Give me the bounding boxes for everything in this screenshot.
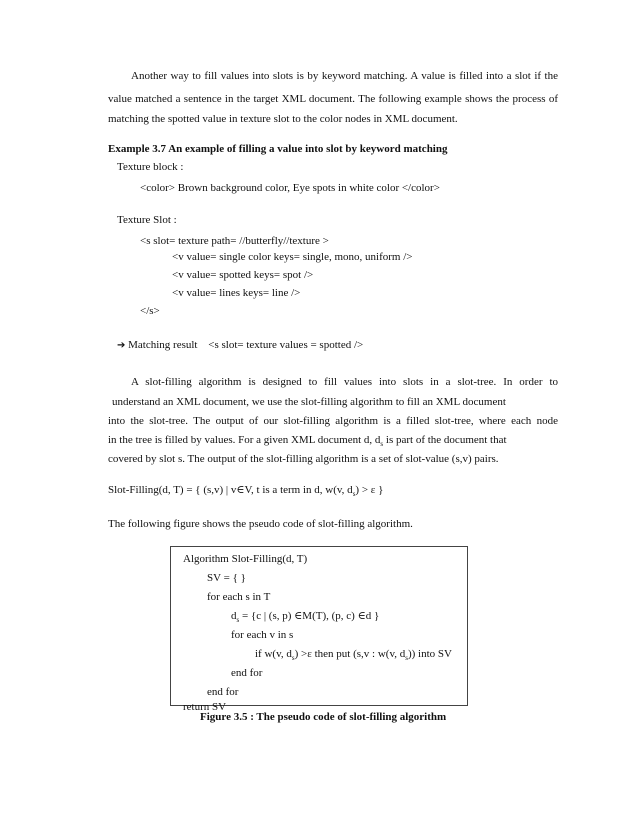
- pseudo-line-4-subscript: s: [236, 616, 240, 625]
- algo-line-4-subscript: s: [380, 440, 384, 449]
- matching-result-value: <s slot= texture values = spotted />: [208, 339, 364, 351]
- texture-block-line: <color> Brown background color, Eye spots in white color </color>: [140, 182, 440, 194]
- algo-line-4: [108, 433, 507, 451]
- pseudo-line-6-middle: ) >ε then put (s,v : w(v, d: [294, 648, 406, 660]
- pseudo-code-box: [170, 546, 468, 713]
- slot-close-tag: </s>: [140, 305, 160, 317]
- formula-subscript: s: [352, 490, 356, 499]
- algo-line-1: A slot-filling algorithm is designed to fill values into slots in a slot-tree. In order to: [131, 376, 558, 388]
- intro-line-1: Another way to fill values into slots is by keyword matching. A value is filled into a slot if the: [131, 70, 558, 82]
- texture-slot-label: Texture Slot :: [117, 214, 177, 226]
- figure-caption: Figure 3.5 : The pseudo code of slot-filling algorithm: [200, 711, 447, 723]
- example-title: Example 3.7 An example of filling a value into slot by keyword matching: [108, 143, 448, 155]
- matching-result-line: [117, 338, 363, 353]
- intro-line-3: matching the spotted value in texture slot to the color nodes in XML document.: [108, 113, 458, 125]
- pseudo-line-4-text: d: [231, 610, 237, 622]
- pseudo-line-8: end for: [207, 686, 239, 698]
- algo-line-4-rest: is part of the document that: [383, 434, 507, 446]
- pseudo-line-2: SV = { }: [207, 572, 246, 584]
- pseudo-line-4: [231, 609, 379, 627]
- pseudo-line-3: for each s in T: [207, 591, 271, 603]
- pseudo-line-6-rest: )) into SV: [407, 648, 452, 660]
- figure-intro: The following figure shows the pseudo code of slot-filling algorithm.: [108, 518, 413, 530]
- algo-line-3: into the slot-tree. The output of our slot-filling algorithm is a filled slot-tree, where each node: [108, 415, 558, 427]
- texture-block-label: Texture block :: [117, 161, 184, 173]
- pseudo-line-6-text: if w(v, d: [255, 648, 292, 660]
- formula-text: Slot-Filling(d, T) = { (s,v) | v∈V, t is a term in d, w(v, d: [108, 484, 353, 496]
- algo-line-2: understand an XML document, we use the slot-filling algorithm to fill an XML document: [112, 396, 506, 408]
- slot-open-tag: <s slot= texture path= //butterfly//texture >: [140, 235, 329, 247]
- pseudo-line-1: Algorithm Slot-Filling(d, T): [183, 553, 308, 565]
- pseudo-line-4-rest: = {c | (s, p) ∈M(T), (p, c) ∈d }: [239, 610, 380, 622]
- pseudo-line-9: return SV: [183, 701, 227, 713]
- formula-rest: ) > ε }: [355, 484, 384, 496]
- intro-line-2: value matched a sentence in the target XML document. The following example shows the process of: [108, 93, 558, 105]
- matching-result-label: Matching result: [128, 339, 198, 351]
- slot-value-1: <v value= single color keys= single, mono, uniform />: [172, 251, 413, 263]
- algo-line-5: covered by slot s. The output of the slot-filling algorithm is a set of slot-value (s,v) pairs.: [108, 453, 499, 465]
- pseudo-line-6-subscript-1: s: [291, 654, 295, 663]
- pseudo-line-6: [255, 647, 452, 665]
- algo-line-4-text: in the tree is filled by values. For a given XML document d, d: [108, 434, 381, 446]
- pseudo-line-5: for each v in s: [231, 629, 294, 641]
- slot-filling-formula: [108, 483, 383, 501]
- slot-value-3: <v value= lines keys= line />: [172, 287, 301, 299]
- pseudo-line-6-subscript-2: s: [405, 654, 408, 663]
- right-arrow-icon: ➔: [117, 340, 126, 351]
- slot-value-2: <v value= spotted keys= spot />: [172, 269, 314, 281]
- pseudo-line-7: end for: [231, 667, 263, 679]
